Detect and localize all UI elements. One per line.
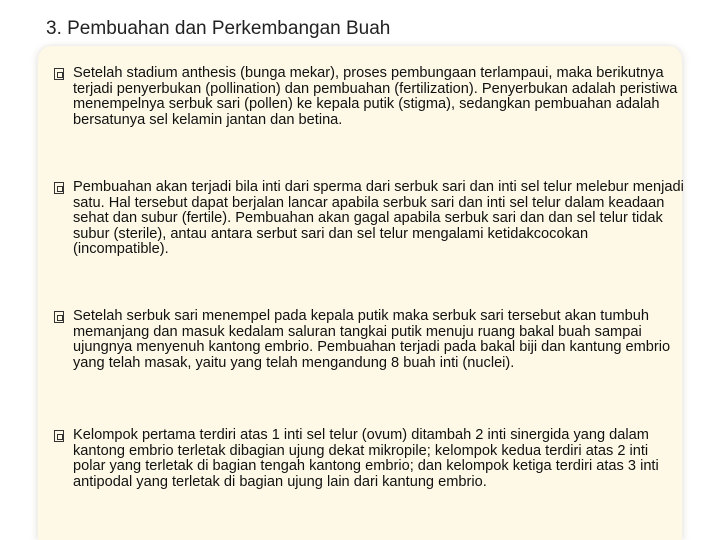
missing-glyph-icon	[54, 68, 64, 80]
slide-title: 3. Pembuahan dan Perkembangan Buah	[46, 18, 391, 39]
bullet-item	[54, 428, 684, 490]
bullet-item	[54, 180, 684, 258]
bullet-text: Kelompok pertama terdiri atas 1 inti sel telur (ovum) ditambah 2 inti sinergida yang dalam kantong embrio terletak dibagian ujung dekat mikropile; kelompok kedua terdiri atas 2 inti polar yang terletak di bagian tengah kantong embrio; dan kelompok ketiga terdiri atas 3 inti antipodal yang terletak di bagian ujung lain dari kantung embrio.	[73, 427, 659, 490]
bullet-text: Setelah serbuk sari menempel pada kepala putik maka serbuk sari tersebut akan tumbuh memanjang dan masuk kedalam saluran tangkai putik menuju ruang bakal buah sampai ujungnya menyenuh kantong embrio. Pembuahan terjadi pada bakal biji dan kantung embrio yang telah masak, yaitu yang telah mengandung 8 buah inti (nuclei).	[73, 308, 671, 371]
bullet-text: Setelah stadium anthesis (bunga mekar), proses pembungaan terlampaui, maka berikutnya terjadi penyerbukan (pollination) dan pembuahan (fertilization). Penyerbukan adalah peristiwa menempelnya serbuk sari (pollen) ke kepala putik (stigma), sedangkan pembuahan adalah bersatunya sel kelamin jantan dan betina.	[73, 65, 678, 128]
bullet-text: Pembuahan akan terjadi bila inti dari sperma dari serbuk sari dan inti sel telur melebur menjadi satu. Hal tersebut dapat berjalan lancar apabila serbuk sari dan inti sel telur dalam keadaan sehat dan subur (fertile). Pembuahan akan gagal apabila serbuk sari dan dan sel telur tidak subur (sterile), antau antara serbut sari dan sel telur mengalami ketidakcocokan (incompatible).	[73, 179, 684, 257]
bullet-item	[54, 66, 684, 128]
missing-glyph-icon	[54, 430, 64, 442]
missing-glyph-icon	[54, 311, 64, 323]
missing-glyph-icon	[54, 182, 64, 194]
bullet-item	[54, 309, 684, 371]
